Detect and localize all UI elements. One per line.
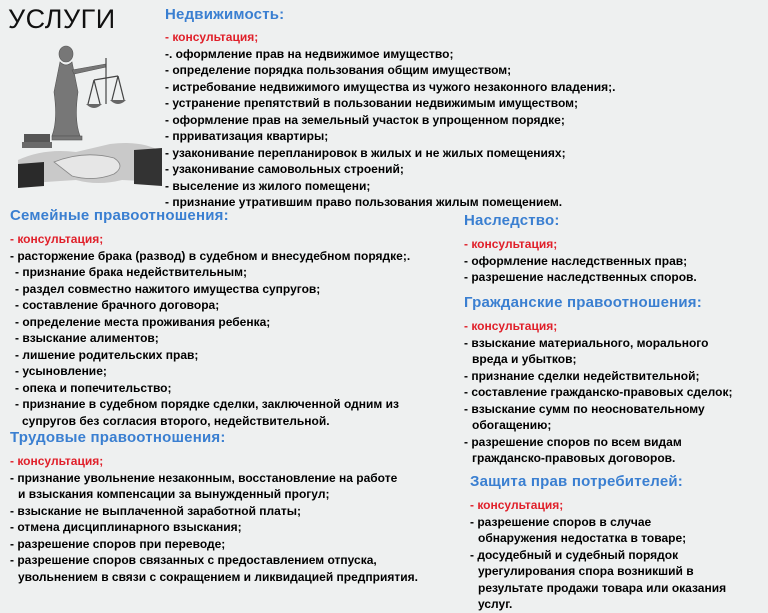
page-title: УСЛУГИ — [8, 4, 116, 34]
list-item: - выселение из жилого помещени; — [165, 178, 371, 193]
list-item: - признание утратившим право пользования жилым помещением. — [165, 195, 563, 209]
inheritance-section — [464, 212, 697, 286]
list-item: - узаконивание перепланировок в жилых и не жилых помещениях; — [165, 145, 566, 160]
consumer-title: Защита прав потребителей: — [470, 473, 683, 490]
list-item: - консультация; — [165, 30, 259, 44]
list-item: - взыскание сумм по неосновательному — [464, 401, 705, 416]
list-item: -. оформление прав на недвижимое имущество; — [165, 46, 454, 61]
realty-section — [165, 6, 615, 211]
inheritance-title: Наследство: — [464, 212, 560, 229]
list-item: обогащению; — [472, 418, 552, 432]
list-item: - оформление прав на земельный участок в упрощенном порядке; — [165, 112, 565, 127]
list-item: - устранение препятствий в пользовании недвижимым имуществом; — [165, 96, 579, 110]
list-item: - разрешение наследственных споров. — [464, 270, 697, 284]
list-item: - консультация; — [464, 237, 558, 251]
list-item: - консультация; — [470, 498, 564, 512]
list-item: и взыскания компенсации за вынужденный прогул; — [18, 487, 330, 501]
list-item: супругов без согласия второго, недействительной. — [22, 413, 330, 428]
labor-title: Трудовые правоотношения: — [10, 429, 226, 446]
list-item: - оформление наследственных прав; — [464, 253, 688, 268]
family-title: Семейные правоотношения: — [10, 207, 229, 224]
list-item: - разрешение споров при переводе; — [10, 536, 226, 551]
list-item: - взыскание не выплаченной заработной платы; — [10, 503, 301, 518]
list-item: вреда и убытков; — [472, 352, 577, 366]
list-item: - досудебный и судебный порядок — [470, 547, 679, 562]
list-item: - консультация; — [464, 319, 558, 333]
civil-title: Гражданские правоотношения: — [464, 294, 702, 311]
list-item: услуг. — [478, 597, 513, 611]
list-item: - усыновление; — [15, 364, 107, 378]
list-item: результате продажи товара или оказания — [478, 580, 727, 595]
list-item: - консультация; — [10, 454, 104, 468]
list-item: - признание в судебном порядке сделки, заключенной одним из — [15, 397, 399, 411]
civil-list — [464, 318, 732, 467]
list-item: - составление брачного договора; — [15, 298, 220, 312]
list-item: увольнением в связи с сокращением и ликвидацией предприятия. — [18, 569, 418, 584]
list-item: - консультация; — [10, 232, 104, 246]
list-item: - лишение родительских прав; — [15, 347, 199, 362]
list-item: - взыскание материального, морального — [464, 335, 709, 350]
themis-handshake-emblem — [14, 40, 164, 190]
list-item: - опека и попечительство; — [15, 380, 172, 395]
list-item: - прриватизация квартиры; — [165, 129, 329, 143]
list-item: - определение порядка пользования общим имуществом; — [165, 63, 512, 77]
list-item: - расторжение брака (развод) в судебном и внесудебном порядке;. — [10, 248, 411, 263]
list-item: - истребование недвижимого имущества из чужого незаконного владения;. — [165, 79, 616, 94]
civil-section — [464, 294, 732, 467]
list-item: - признание брака недействительным; — [15, 265, 248, 279]
list-item: - разрешение споров связанных с предоставлением отпуска, — [10, 553, 377, 567]
realty-list — [165, 29, 615, 211]
labor-list — [10, 453, 418, 585]
labor-section — [10, 429, 418, 585]
consumer-list — [470, 497, 726, 613]
list-item: - признание сделки недействительной; — [464, 368, 700, 383]
family-list — [10, 231, 410, 429]
list-item: - взыскание алиментов; — [15, 331, 159, 345]
list-item: урегулирования спора возникший в — [478, 564, 694, 578]
list-item: - разрешение споров по всем видам — [464, 434, 682, 449]
list-item: - признание увольнение незаконным, восстановление на работе — [10, 470, 398, 485]
family-section — [10, 207, 410, 429]
list-item: - разрешение споров в случае — [470, 514, 652, 529]
list-item: - отмена дисциплинарного взыскания; — [10, 520, 242, 534]
realty-title: Недвижимость: — [165, 6, 285, 23]
list-item: - раздел совместно нажитого имущества супругов; — [15, 281, 321, 296]
list-item: - составление гражданско-правовых сделок; — [464, 385, 733, 399]
inheritance-list — [464, 236, 697, 286]
list-item: обнаружения недостатка в товаре; — [478, 531, 687, 545]
consumer-section — [470, 473, 726, 613]
list-item: гражданско-правовых договоров. — [472, 451, 676, 465]
list-item: - определение места проживания ребенка; — [15, 314, 271, 329]
list-item: - узаконивание самовольных строений; — [165, 162, 404, 176]
